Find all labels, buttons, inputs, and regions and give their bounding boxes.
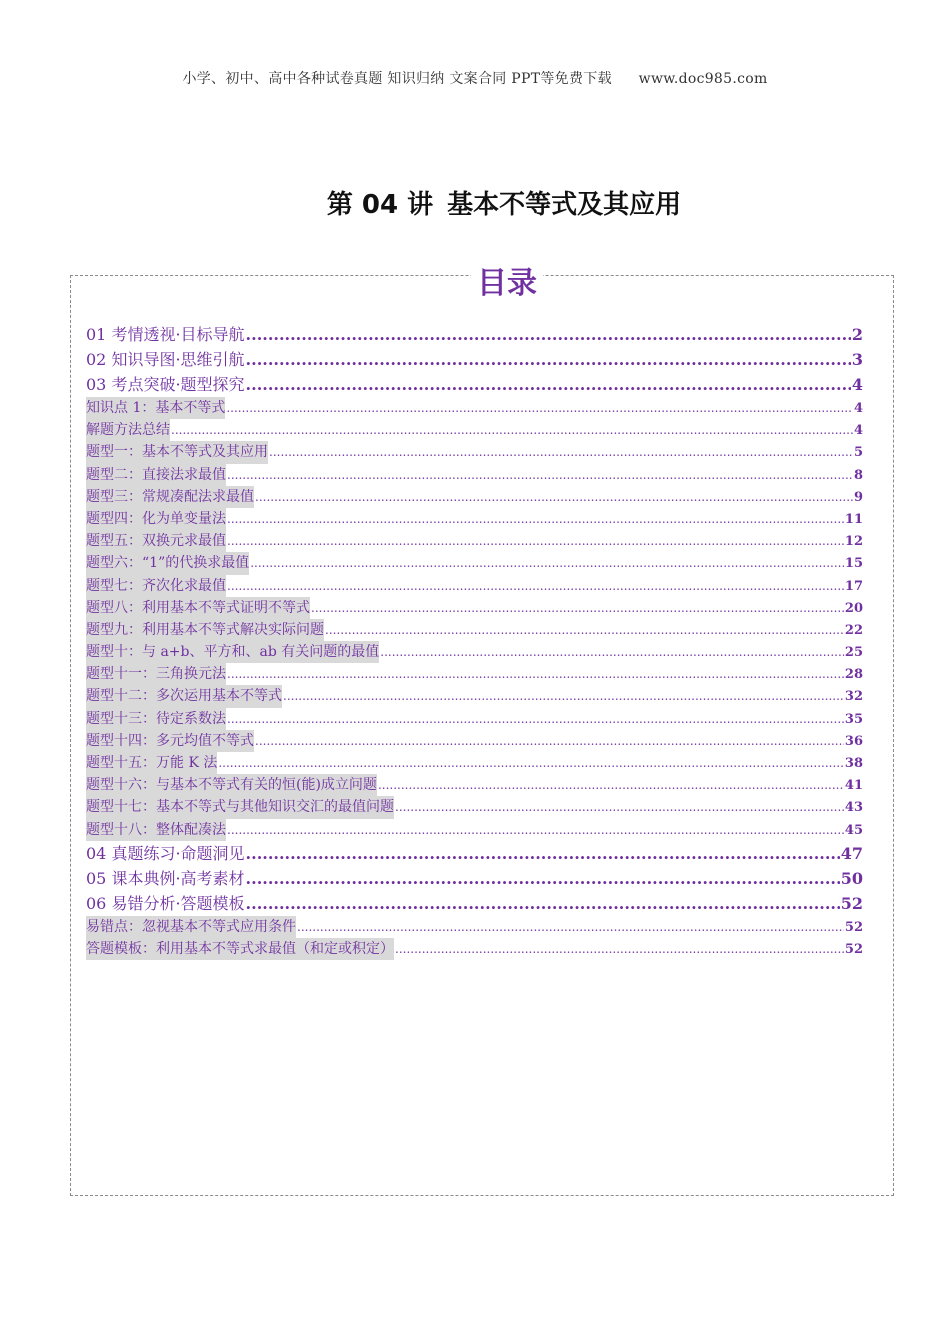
- table-of-contents: [86, 322, 863, 960]
- toc-entry[interactable]: [86, 441, 863, 463]
- toc-entry-label: 题型十二：多次运用基本不等式: [86, 685, 282, 707]
- toc-entry-label: 03 考点突破·题型探究: [86, 375, 245, 394]
- toc-entry[interactable]: [86, 597, 863, 619]
- toc-entry-label: 题型七：齐次化求最值: [86, 575, 226, 597]
- toc-leader-dots: [255, 486, 853, 508]
- toc-entry-page: 9: [853, 489, 863, 505]
- toc-entry[interactable]: [86, 730, 863, 752]
- toc-entry-page: 3: [851, 350, 863, 369]
- toc-entry-label: 题型十八：整体配凑法: [86, 819, 226, 841]
- toc-leader-dots: [171, 419, 853, 441]
- toc-entry-page: 43: [844, 800, 863, 816]
- toc-entry-label: 易错点：忽视基本不等式应用条件: [86, 916, 296, 938]
- toc-entry-page: 22: [844, 622, 863, 638]
- toc-entry-label: 05 课本典例·高考素材: [86, 868, 245, 888]
- toc-entry-page: 25: [844, 645, 863, 661]
- toc-leader-dots: [246, 841, 840, 866]
- toc-entry-page: 38: [844, 756, 863, 771]
- toc-entry-label: 题型五：双换元求最值: [86, 530, 226, 552]
- toc-leader-dots: [378, 774, 844, 796]
- toc-entry[interactable]: [86, 796, 863, 818]
- toc-leader-dots: [246, 866, 840, 891]
- toc-entry[interactable]: [86, 819, 863, 841]
- toc-entry-page: 41: [844, 778, 863, 794]
- toc-entry[interactable]: [86, 641, 863, 663]
- toc-entry[interactable]: [86, 347, 863, 372]
- toc-entry-page: 47: [840, 843, 863, 863]
- toc-leader-dots: [218, 752, 844, 774]
- toc-entry-label: 04 真题练习·命题洞见: [86, 843, 245, 863]
- toc-leader-dots: [250, 552, 844, 574]
- toc-entry-page: 20: [844, 600, 863, 616]
- toc-entry-page: 4: [853, 401, 863, 416]
- toc-entry-label: 题型十三：待定系数法: [86, 708, 226, 730]
- toc-entry-label: 答题模板：利用基本不等式求最值（和定或积定）: [86, 938, 394, 960]
- toc-entry-label: 知识点 1：基本不等式: [86, 397, 225, 419]
- toc-entry[interactable]: [86, 575, 863, 597]
- toc-entry-page: 5: [853, 445, 863, 461]
- toc-entry-page: 8: [853, 467, 863, 483]
- page-header: [0, 68, 950, 88]
- toc-leader-dots: [283, 685, 844, 707]
- toc-entry-label: 02 知识导图·思维引航: [86, 350, 245, 369]
- toc-entry[interactable]: [86, 752, 863, 774]
- toc-entry[interactable]: [86, 552, 863, 574]
- toc-leader-dots: [227, 575, 844, 597]
- toc-entry-page: 2: [851, 325, 863, 344]
- toc-heading: [0, 258, 950, 302]
- toc-entry-label: 题型十四：多元均值不等式: [86, 730, 254, 752]
- toc-entry[interactable]: [86, 891, 863, 916]
- toc-entry-label: 题型四：化为单变量法: [86, 508, 226, 530]
- header-text: 小学、初中、高中各种试卷真题 知识归纳 文案合同 PPT等免费下载: [182, 71, 612, 87]
- toc-entry-page: 28: [844, 667, 863, 683]
- toc-entry-label: 题型十：与 a+b、平方和、ab 有关问题的最值: [86, 641, 379, 663]
- toc-leader-dots: [227, 708, 844, 730]
- toc-leader-dots: [269, 441, 853, 463]
- toc-leader-dots: [255, 730, 844, 752]
- header-site: www.doc985.com: [638, 71, 768, 87]
- toc-leader-dots: [380, 641, 844, 663]
- toc-entry-label: 题型八：利用基本不等式证明不等式: [86, 597, 310, 619]
- toc-entry[interactable]: [86, 619, 863, 641]
- toc-leader-dots: [297, 916, 844, 938]
- toc-entry-label: 题型十七：基本不等式与其他知识交汇的最值问题: [86, 796, 394, 818]
- toc-entry-label: 解题方法总结: [86, 419, 170, 441]
- toc-leader-dots: [227, 663, 844, 685]
- toc-entry[interactable]: [86, 841, 863, 866]
- toc-entry[interactable]: [86, 372, 863, 397]
- toc-entry-label: 题型二：直接法求最值: [86, 464, 226, 486]
- toc-entry[interactable]: [86, 419, 863, 441]
- toc-entry-page: 36: [844, 733, 863, 749]
- toc-leader-dots: [226, 397, 853, 419]
- toc-entry-page: 52: [844, 919, 863, 935]
- toc-entry-page: 50: [840, 868, 863, 888]
- toc-entry-label: 题型九：利用基本不等式解决实际问题: [86, 619, 324, 641]
- toc-entry-label: 题型十一：三角换元法: [86, 663, 226, 685]
- toc-entry-label: 01 考情透视·目标导航: [86, 325, 245, 344]
- toc-leader-dots: [227, 530, 844, 552]
- toc-entry-label: 题型三：常规凑配法求最值: [86, 486, 254, 508]
- toc-entry-page: 4: [851, 375, 863, 394]
- toc-entry-label: 题型一：基本不等式及其应用: [86, 441, 268, 463]
- toc-entry[interactable]: [86, 685, 863, 707]
- toc-heading-text: 目录: [471, 266, 543, 301]
- toc-entry-page: 52: [844, 941, 863, 957]
- page-title: [0, 184, 950, 221]
- toc-entry[interactable]: [86, 916, 863, 938]
- toc-entry[interactable]: [86, 530, 863, 552]
- toc-entry-label: 题型十六：与基本不等式有关的恒(能)成立问题: [86, 774, 377, 796]
- toc-entry-page: 12: [844, 534, 863, 550]
- toc-entry[interactable]: [86, 322, 863, 347]
- toc-entry-page: 15: [844, 556, 863, 572]
- toc-leader-dots: [227, 464, 853, 486]
- toc-entry-label: 06 易错分析·答题模板: [86, 893, 245, 913]
- title-topic: 基本不等式及其应用: [447, 190, 682, 220]
- toc-leader-dots: [227, 819, 844, 841]
- toc-leader-dots: [311, 597, 844, 619]
- toc-entry[interactable]: [86, 774, 863, 796]
- toc-entry-page: 32: [844, 689, 863, 705]
- toc-leader-dots: [395, 796, 844, 818]
- toc-entry[interactable]: [86, 508, 863, 530]
- toc-entry[interactable]: [86, 464, 863, 486]
- toc-entry-page: 17: [844, 578, 863, 594]
- toc-entry[interactable]: [86, 938, 863, 960]
- toc-leader-dots: [325, 619, 844, 641]
- toc-entry[interactable]: [86, 663, 863, 685]
- toc-entry-page: 52: [840, 893, 863, 913]
- toc-leader-dots: [246, 322, 851, 347]
- toc-entry-label: 题型六：“1”的代换求最值: [86, 552, 249, 574]
- toc-entry-page: 45: [844, 822, 863, 838]
- toc-leader-dots: [246, 891, 840, 916]
- toc-entry[interactable]: [86, 486, 863, 508]
- toc-entry[interactable]: [86, 708, 863, 730]
- toc-leader-dots: [227, 508, 844, 530]
- toc-leader-dots: [395, 938, 844, 960]
- toc-entry-page: 35: [844, 711, 863, 727]
- toc-leader-dots: [246, 372, 851, 397]
- toc-entry[interactable]: [86, 397, 863, 419]
- toc-entry-page: 4: [853, 423, 863, 439]
- toc-entry-page: 11: [844, 511, 863, 527]
- toc-entry-label: 题型十五：万能 K 法: [86, 752, 217, 774]
- toc-leader-dots: [246, 347, 851, 372]
- title-lecture: 第 04 讲: [326, 190, 434, 220]
- toc-entry[interactable]: [86, 866, 863, 891]
